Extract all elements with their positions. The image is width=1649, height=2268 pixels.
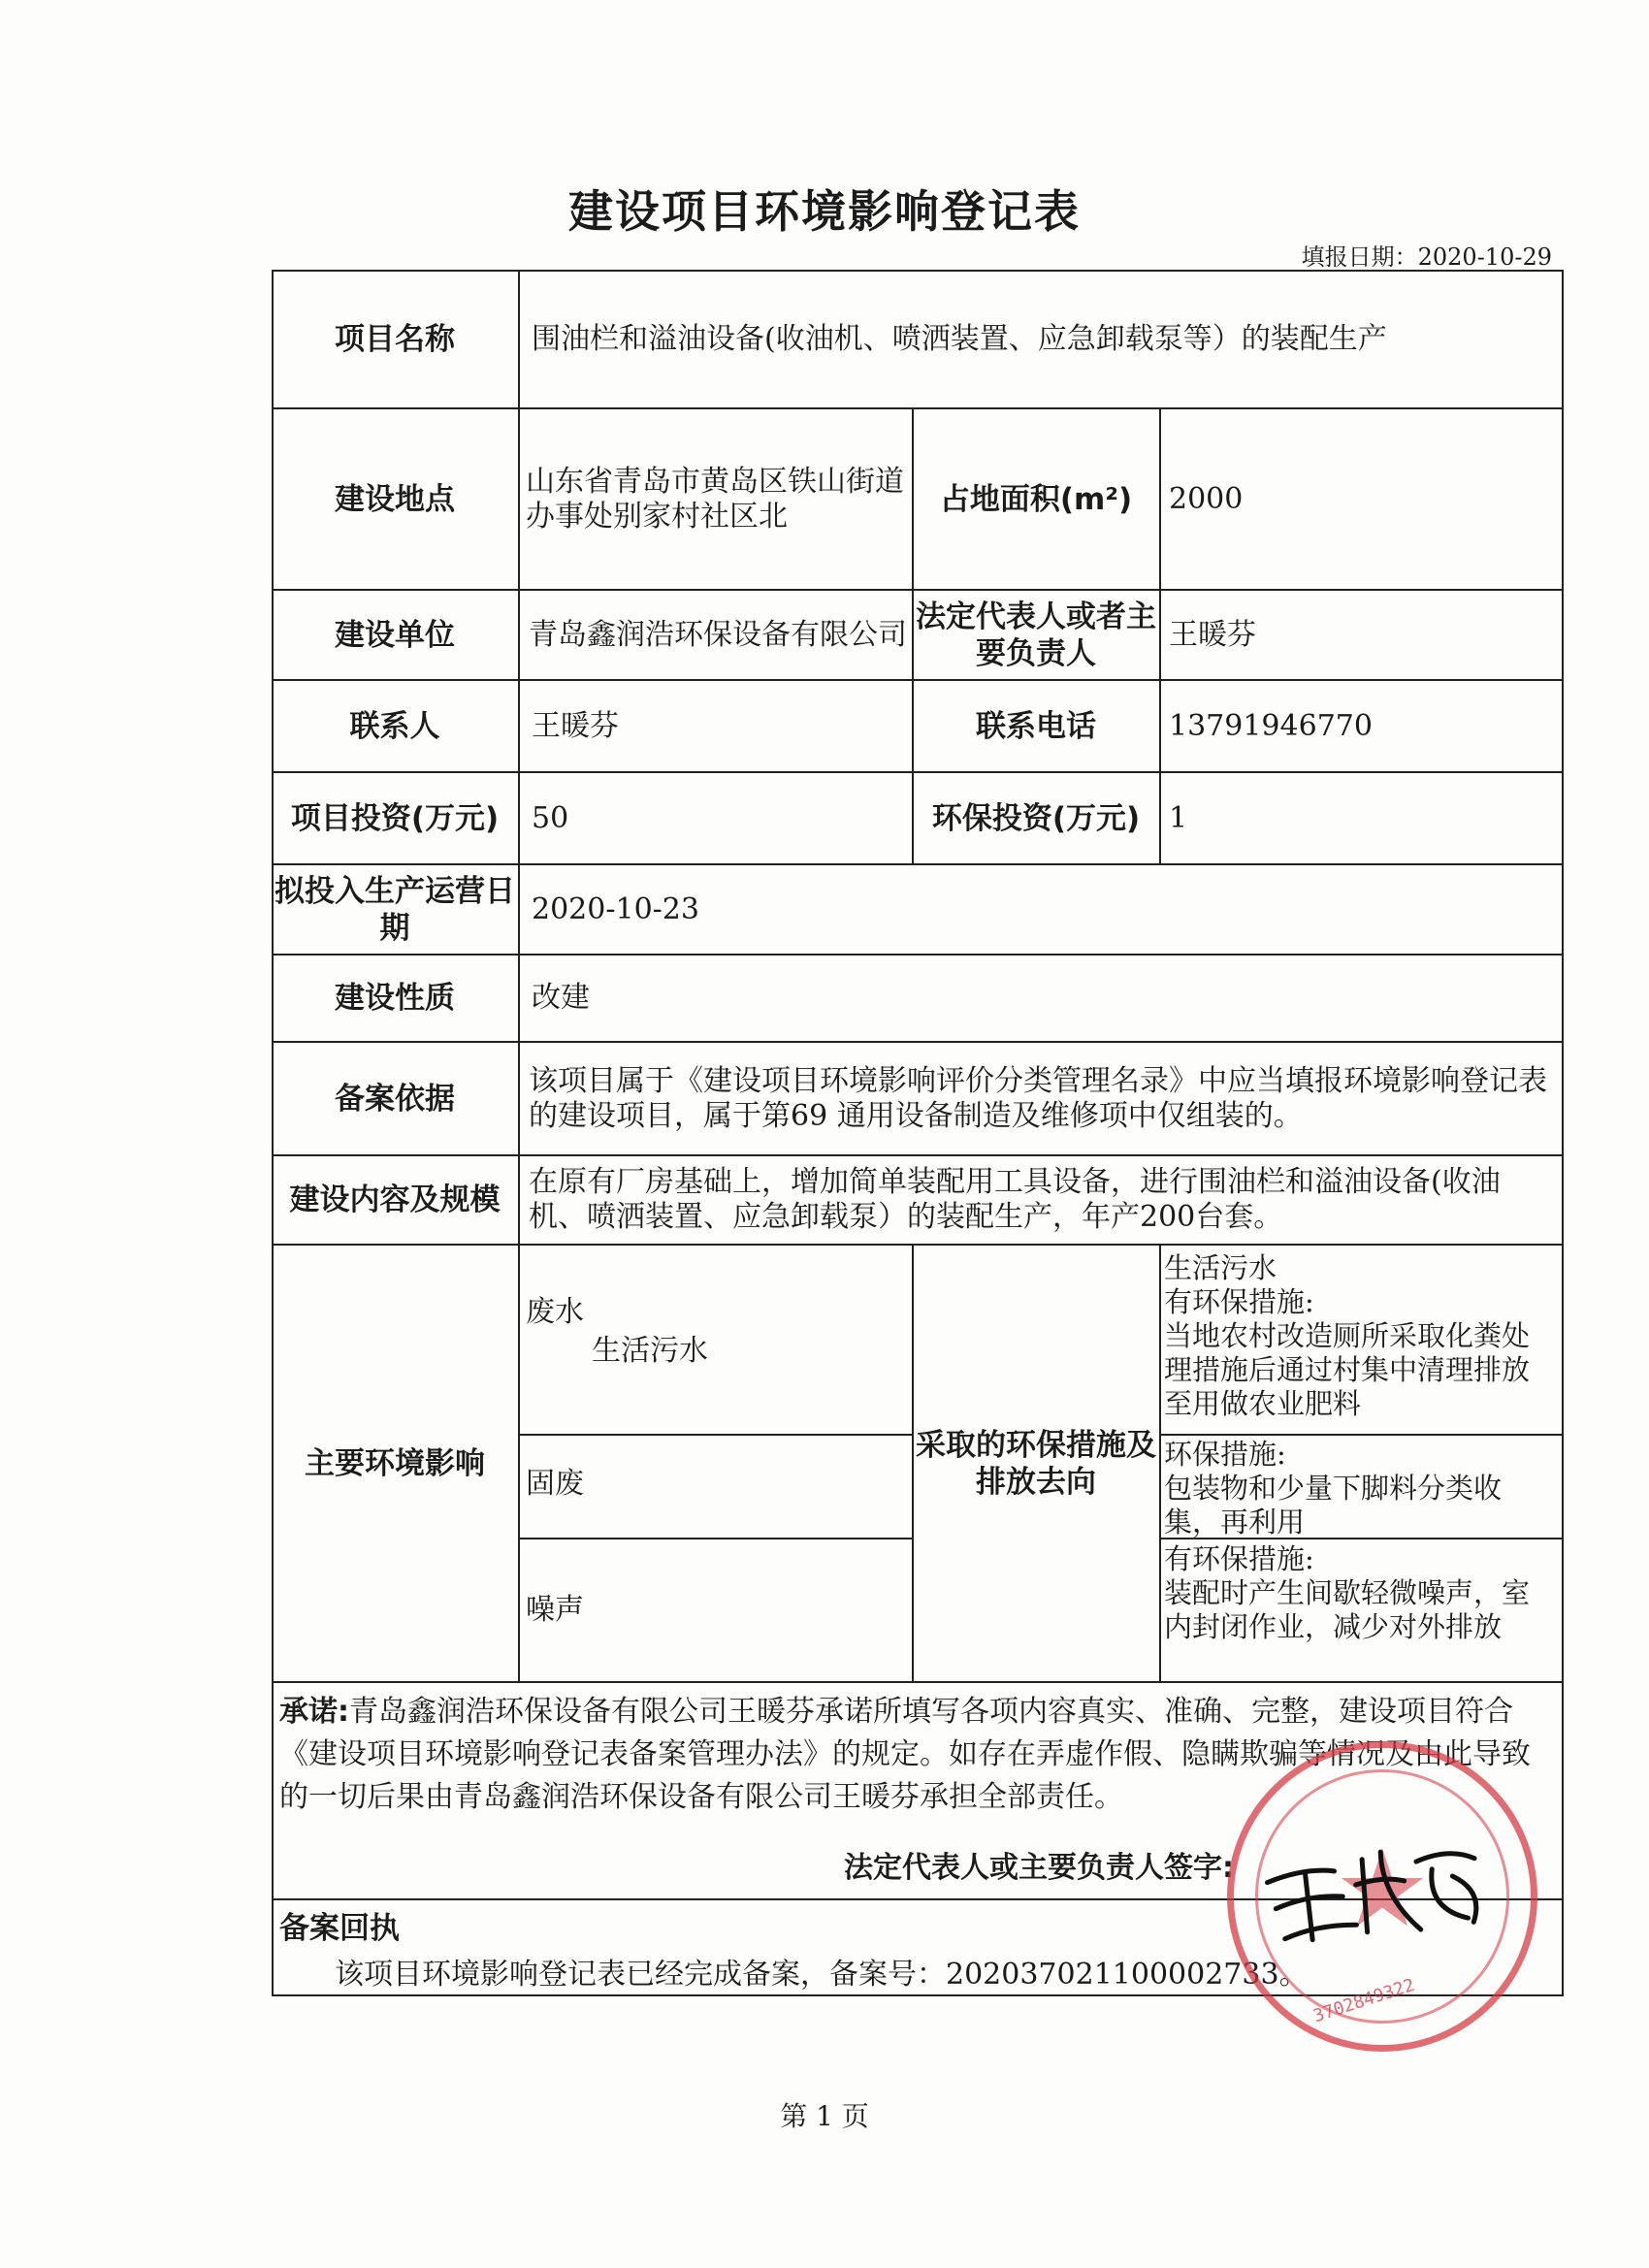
wastewater-measure: 生活污水 有环保措施: 当地农村改造厕所采取化粪处理措施后通过村集中清理排放至用做农业肥料 (1164, 1251, 1531, 1420)
label-phone: 联系电话 (976, 708, 1096, 744)
label-unit: 建设单位 (335, 617, 455, 653)
label-location: 建设地点 (335, 481, 455, 517)
page-title: 建设项目环境影响登记表 (568, 185, 1081, 238)
value-investment: 50 (532, 800, 569, 835)
noise-label: 噪声 (526, 1593, 584, 1627)
commitment-body: 青岛鑫润浩环保设备有限公司王暖芬承诺所填写各项内容真实、准确、完整，建设项目符合《建设项目环境影响登记表备案管理办法》的规定。如存在弄虚作假、隐瞒欺骗等情况及由此导致的一切后果由青岛鑫润浩环保设备有限公司王暖芬承担全部责任。 (279, 1695, 1531, 1814)
signature-label: 法定代表人或主要负责人签字: (844, 1851, 1234, 1885)
solid-waste-label: 固废 (526, 1467, 584, 1501)
value-nature: 改建 (532, 981, 590, 1015)
fill-date: 填报日期：2020-10-29 (1301, 243, 1552, 271)
seal-number: 3702849322 (1310, 1974, 1417, 2027)
label-nature: 建设性质 (335, 981, 455, 1016)
value-unit: 青岛鑫润浩环保设备有限公司 (529, 617, 907, 652)
label-legal-rep: 法定代表人或者主要负责人 (916, 599, 1156, 671)
label-production-date: 拟投入生产运营日期 (275, 873, 515, 946)
value-phone: 13791946770 (1169, 708, 1373, 743)
noise-measure: 有环保措施: 装配时产生间歇轻微噪声，室内封闭作业，减少对外排放 (1164, 1542, 1531, 1643)
page-number: 第 1 页 (780, 2100, 869, 2132)
value-legal-rep: 王暖芬 (1169, 617, 1256, 652)
value-area: 2000 (1169, 481, 1244, 516)
commitment-head: 承诺: (279, 1695, 349, 1729)
value-env-investment: 1 (1169, 800, 1188, 835)
value-basis: 该项目属于《建设项目环境影响评价分类管理名录》中应当填报环境影响登记表的建设项目，属于第69 通用设备制造及维修项中仅组装的。 (529, 1063, 1547, 1133)
label-env-impact: 主要环境影响 (305, 1445, 485, 1481)
receipt-head: 备案回执 (279, 1911, 400, 1946)
value-production-date: 2020-10-23 (532, 891, 699, 926)
label-contact: 联系人 (349, 708, 440, 744)
label-env-measures: 采取的环保措施及排放去向 (916, 1427, 1156, 1500)
solid-waste-measure: 环保措施: 包装物和少量下脚料分类收集，再利用 (1164, 1438, 1503, 1539)
label-investment: 项目投资(万元) (290, 800, 500, 836)
label-basis: 备案依据 (335, 1081, 455, 1117)
value-contact: 王暖芬 (532, 708, 619, 743)
wastewater-sub: 生活污水 (592, 1334, 708, 1368)
label-content: 建设内容及规模 (289, 1183, 501, 1217)
value-location: 山东省青岛市黄岛区铁山街道办事处别家村社区北 (526, 464, 904, 534)
wastewater-label: 废水 (526, 1295, 584, 1329)
label-env-investment: 环保投资(万元) (931, 800, 1141, 836)
label-project-name: 项目名称 (335, 322, 455, 357)
value-content: 在原有厂房基础上，增加简单装配用工具设备，进行围油栏和溢油设备(收油机、喷洒装置、应急卸载泵）的装配生产，年产200台套。 (529, 1165, 1501, 1234)
value-project-name: 围油栏和溢油设备(收油机、喷洒装置、应急卸载泵等）的装配生产 (532, 322, 1387, 356)
receipt-text: 该项目环境影响登记表已经完成备案，备案号：202037021100002733。 (335, 1958, 1309, 1992)
label-area: 占地面积(m²) (939, 481, 1133, 517)
seal-star-icon: ★ (1334, 1827, 1431, 1951)
